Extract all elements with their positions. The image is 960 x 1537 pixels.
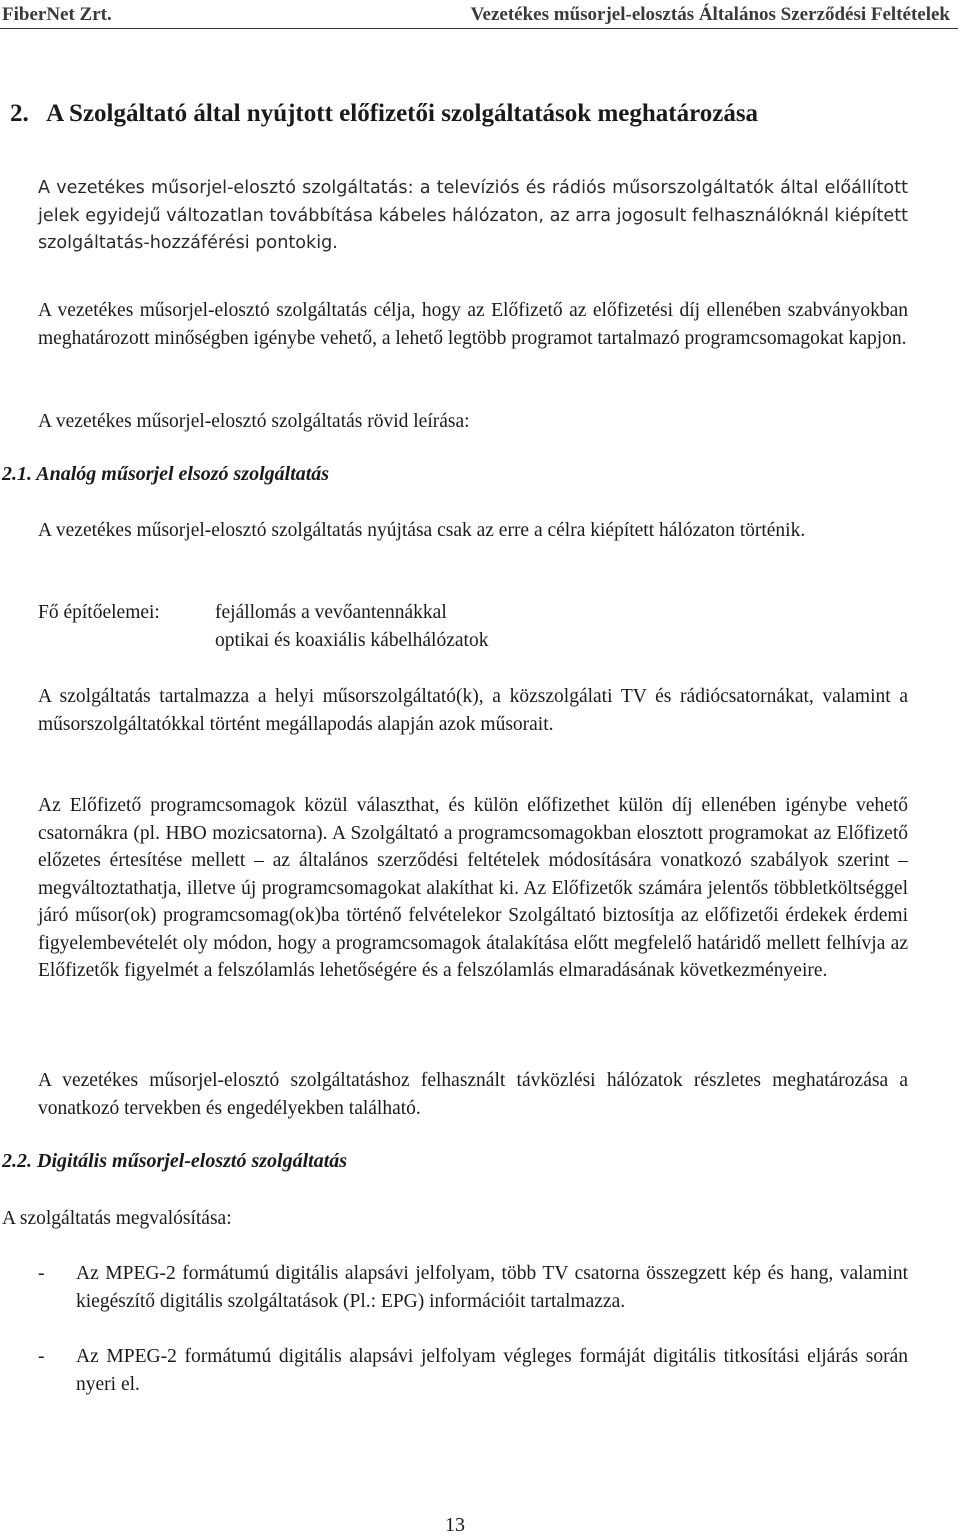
main-element-item: fejállomás a vevőantennákkal xyxy=(215,602,447,623)
intro-paragraph: A vezetékes műsorjel-elosztó szolgáltatás: a televíziós és rádiós műsorszolgáltatók által előállított jelek egyidejű változatlan továbbítása kábeles hálózaton, az arra jogosult felhasználóknál kiépített szolgáltatás-hozzáférési pontokig. xyxy=(38,178,908,253)
section-title: 2. A Szolgáltató által nyújtott előfizetői szolgáltatások meghatározása xyxy=(10,100,759,127)
subsection-analog-heading: 2.1. Analóg műsorjel elsozó szolgáltatás xyxy=(2,463,330,485)
network-details-paragraph: A vezetékes műsorjel-elosztó szolgáltatáshoz felhasznált távközlési hálózatok részletes meghatározása a vonatkozó tervekben és engedélyekben található. xyxy=(38,1070,908,1119)
main-element-item: optikai és koaxiális kábelhálózatok xyxy=(215,630,489,651)
analog-content-paragraph: A szolgáltatás tartalmazza a helyi műsorszolgáltató(k), a közszolgálati TV és rádiócsatornákat, valamint a műsorszolgáltatókkal történt megállapodás alapján azok műsorait. xyxy=(38,686,908,735)
subsection-digital-heading: 2.2. Digitális műsorjel-elosztó szolgáltatás xyxy=(2,1150,348,1172)
purpose-paragraph: A vezetékes műsorjel-elosztó szolgáltatás célja, hogy az Előfizető az előfizetési díj ellenében szabványokban meghatározott minőségben igénybe vehető, a lehető legtöbb programot tartalmazó programcsomagokat kapjon. xyxy=(38,300,908,349)
main-elements-label: Fő építőelemei: xyxy=(38,602,160,623)
header-divider xyxy=(0,28,958,29)
bullet-marker: - xyxy=(38,1346,45,1367)
digital-bullet-item: Az MPEG-2 formátumú digitális alapsávi jelfolyam, több TV csatorna összegzett kép és hang, valamint kiegészítő digitális szolgáltatások (Pl.: EPG) információit tartalmazza. xyxy=(76,1263,908,1312)
analog-packages-paragraph: Az Előfizető programcsomagok közül választhat, és külön előfizethet külön díj ellenében igénybe vehető csatornákra (pl. HBO mozicsatorna). A Szolgáltató a programcsomagokban elosztott programokat az Előfizető előzetes értesítése mellett – az általános szerződési feltételek módosítására vonatkozó szabályok szerint – megváltoztathatja, illetve új programcsomagokat alakíthat ki. Az Előfizetők számára jelentős többletköltséggel járó műsor(ok) programcsomag(ok)ba történő felvételekor Szolgáltató biztosítja az előfizetői érdekek érdemi figyelembevételét oly módon, hogy a programcsomagok átalakítása előtt megfelelő határidő mellett felhívja az Előfizetők figyelmét a felszólamlás lehetőségére és a felszólamlás elmaradásának következményeire. xyxy=(38,795,908,981)
realization-label: A szolgáltatás megvalósítása: xyxy=(2,1208,232,1229)
page-number: 13 xyxy=(445,1514,465,1536)
short-description-label: A vezetékes műsorjel-elosztó szolgáltatás rövid leírása: xyxy=(38,411,470,432)
analog-network-paragraph: A vezetékes műsorjel-elosztó szolgáltatás nyújtása csak az erre a célra kiépített hálózaton történik. xyxy=(38,520,806,541)
header-document-title: Vezetékes műsorjel-elosztás Általános Szerződési Feltételek xyxy=(470,4,950,25)
bullet-marker: - xyxy=(38,1263,45,1284)
digital-bullet-item: Az MPEG-2 formátumú digitális alapsávi jelfolyam végleges formáját digitális titkosítási eljárás során nyeri el. xyxy=(76,1346,908,1395)
header-company: FiberNet Zrt. xyxy=(2,4,112,25)
